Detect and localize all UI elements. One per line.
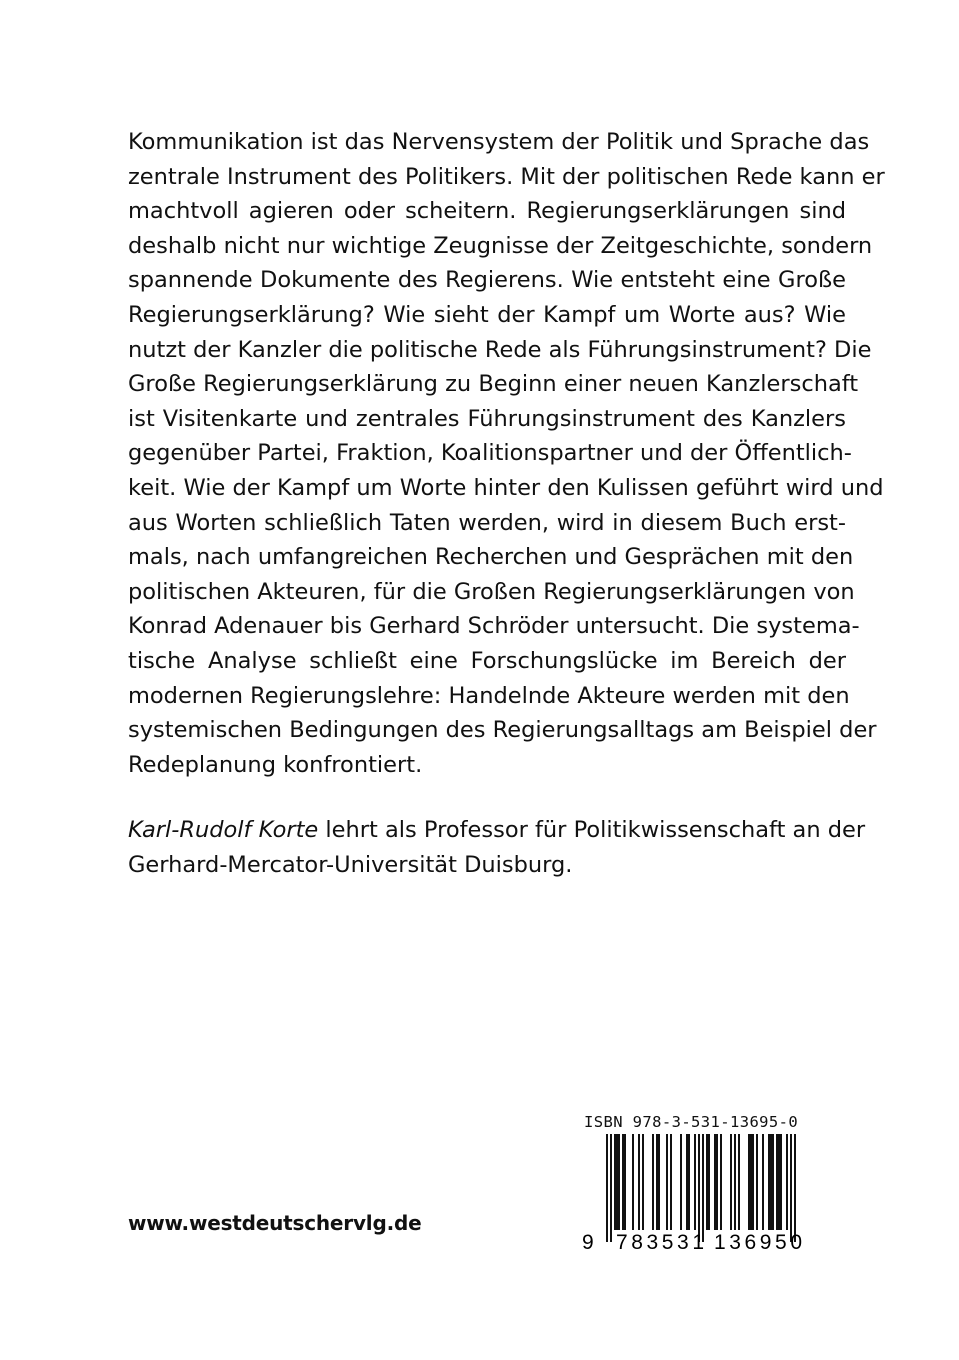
barcode-bar [756,1134,758,1230]
blurb-line: machtvoll agieren oder scheitern. Regierungserklärungen sind [128,198,846,225]
barcode-bar [786,1134,788,1230]
barcode-bar [632,1134,634,1230]
barcode-bar [670,1134,672,1230]
barcode-bar [622,1134,626,1230]
blurb-line: gegenüber Partei, Fraktion, Koalitionspartner und der Öffentlich- [128,440,852,467]
barcode-bar [642,1134,644,1230]
blurb-line: Redeplanung konfrontiert. [128,751,423,778]
barcode-bar [656,1134,660,1230]
isbn-block [580,1112,830,1252]
barcode-guard-bar [702,1134,704,1242]
blurb-line: Konrad Adenauer bis Gerhard Schröder untersucht. Die systema- [128,613,860,640]
barcode-bar [714,1134,718,1230]
blurb-line: modernen Regierungslehre: Handelnde Akteure werden mit den [128,682,850,709]
barcode-bar [686,1134,690,1230]
publisher-website: www.westdeutschervlg.de [128,1211,422,1235]
blurb-line: Kommunikation ist das Nervensystem der Politik und Sprache das [128,129,870,155]
barcode-bar [776,1134,782,1230]
barcode-guard-bar [606,1134,608,1242]
barcode-bar [694,1134,696,1230]
barcode-image [580,1134,830,1252]
blurb-line: systemischen Bedingungen des Regierungsalltags am Beispiel der [128,717,877,744]
blurb-line: mals, nach umfangreichen Recherchen und Gesprächen mit den [128,544,854,571]
author-affiliation: Gerhard-Mercator-Universität Duisburg. [128,852,573,878]
barcode-guard-bar [610,1134,612,1242]
author-name: Karl-Rudolf Korte [128,817,319,843]
barcode-prefix-digit: 9 [582,1231,594,1252]
blurb-line: aus Worten schließlich Taten werden, wird in diesem Buch erst- [128,509,846,536]
barcode-guard-bar [794,1134,796,1242]
barcode-guard-bar [790,1134,792,1242]
barcode-guard-bar [698,1134,700,1242]
barcode-bar [666,1134,668,1230]
blurb-line: Große Regierungserklärung zu Beginn einer neuen Kanzlerschaft [128,371,859,398]
barcode-bar [762,1134,764,1230]
isbn-label: ISBN 978-3-531-13695-0 [584,1113,799,1131]
barcode-bar [730,1134,732,1230]
blurb-line: deshalb nicht nur wichtige Zeugnisse der Zeitgeschichte, sondern [128,232,873,259]
barcode-bar [768,1134,774,1230]
barcode-bar [652,1134,654,1230]
blurb-line: politischen Akteuren, für die Großen Regierungserklärungen von [128,578,855,605]
author-bio-line [128,813,866,848]
blurb-text [128,125,885,782]
author-bio-text: lehrt als Professor für Politikwissenschaft an der [318,817,866,843]
blurb-line: keit. Wie der Kampf um Worte hinter den Kulissen geführt wird und [128,474,884,501]
blurb-line: ist Visitenkarte und zentrales Führungsinstrument des Kanzlers [128,405,846,432]
barcode-left-digits: 783531 [616,1231,704,1252]
barcode-bar [720,1134,722,1230]
barcode-bar [738,1134,740,1230]
barcode-bar [734,1134,736,1230]
barcode-bar [748,1134,754,1230]
barcode-right-digits: 136950 [714,1231,802,1252]
blurb-line: zentrale Instrument des Politikers. Mit der politischen Rede kann er [128,163,885,190]
blurb-line: Regierungserklärung? Wie sieht der Kampf um Worte aus? Wie [128,301,846,328]
barcode-bar [706,1134,710,1230]
blurb-line: spannende Dokumente des Regierens. Wie entsteht eine Große [128,267,846,294]
blurb-line: tische Analyse schließt eine Forschungslücke im Bereich der [128,647,846,674]
blurb-line: nutzt der Kanzler die politische Rede als Führungsinstrument? Die [128,336,872,363]
barcode-bar [614,1134,620,1230]
barcode-bar [638,1134,640,1230]
author-bio [128,813,866,883]
barcode-bar [680,1134,682,1230]
